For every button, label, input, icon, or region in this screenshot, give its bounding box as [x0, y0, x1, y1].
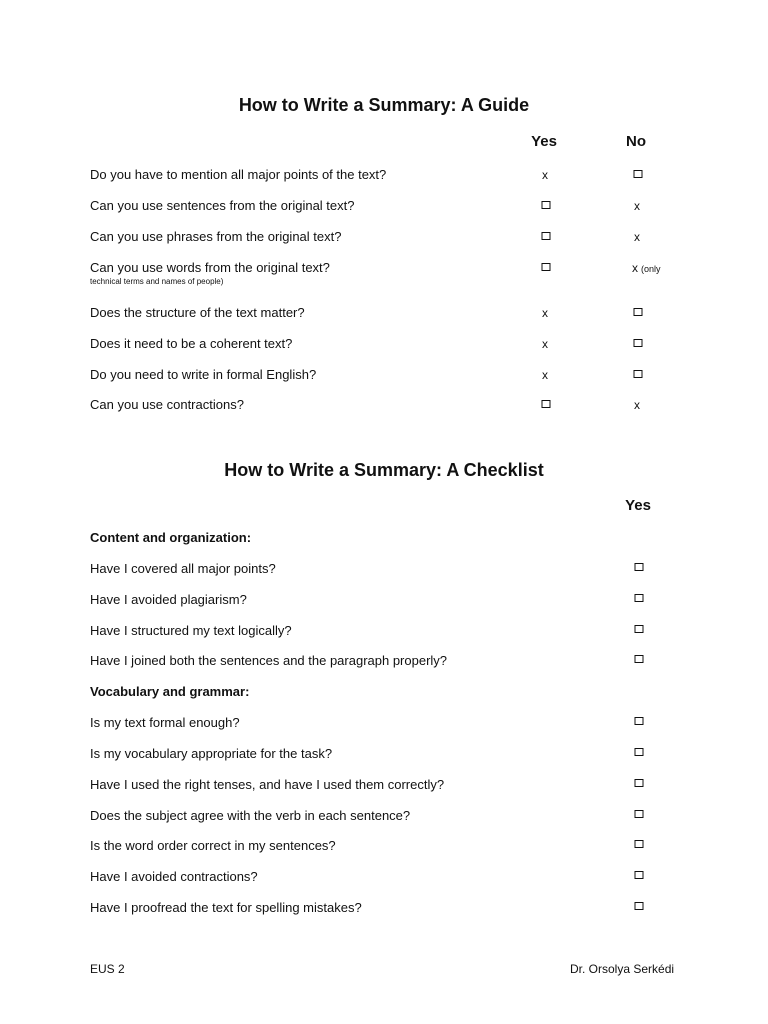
- guide-no-x-mark: x: [634, 199, 640, 213]
- guide-question: [90, 336, 292, 352]
- checklist-yes-checkbox[interactable]: [635, 655, 644, 663]
- guide-no-checkbox[interactable]: [634, 370, 643, 378]
- guide-question-note: technical terms and names of people): [90, 277, 224, 286]
- checklist-item: Have I covered all major points?: [90, 561, 276, 576]
- guide-no-x-mark: x (only: [632, 261, 661, 275]
- guide-no-x-mark: x: [634, 398, 640, 412]
- checklist-yes-checkbox[interactable]: [635, 779, 644, 787]
- guide-question: [90, 198, 354, 214]
- checklist-yes-checkbox[interactable]: [635, 563, 644, 571]
- checklist-item: Have I used the right tenses, and have I used them correctly?: [90, 776, 445, 792]
- checklist-yes-checkbox[interactable]: [635, 625, 644, 633]
- guide-yes-x-mark: x: [542, 168, 548, 182]
- guide-question-text: Can you use words from the original text?: [90, 260, 330, 275]
- checklist-item: Have I avoided contractions?: [90, 869, 258, 885]
- checklist-yes-checkbox[interactable]: [635, 810, 644, 818]
- checklist-item: Have I joined both the sentences and the paragraph properly?: [90, 653, 448, 669]
- checklist-item: Is the word order correct in my sentences?: [90, 838, 336, 854]
- checklist-yes-checkbox[interactable]: [635, 748, 644, 756]
- checklist-item: Have I structured my text logically?: [90, 622, 292, 638]
- checklist-item: Have I proofread the text for spelling mistakes?: [90, 900, 362, 915]
- guide-question-text: Can you use phrases from the original text?: [90, 229, 342, 244]
- checklist-yes-checkbox[interactable]: [635, 594, 644, 602]
- guide-question: [90, 229, 341, 245]
- guide-question-text: Does the structure of the text matter?: [90, 305, 305, 320]
- guide-question: [90, 305, 305, 321]
- guide-yes-checkbox[interactable]: [542, 263, 551, 271]
- footer-author: Dr. Orsolya Serkédi: [570, 962, 675, 976]
- guide-yes-x-mark: x: [542, 337, 548, 351]
- guide-question: [90, 260, 330, 287]
- guide-yes-checkbox[interactable]: [542, 232, 551, 240]
- guide-question: [90, 367, 316, 383]
- guide-title: How to Write a Summary: A Guide: [238, 95, 530, 115]
- guide-no-note: (only: [641, 264, 661, 274]
- guide-yes-header: Yes: [531, 133, 557, 150]
- guide-question-text: Do you have to mention all major points of the text?: [90, 167, 387, 182]
- guide-yes-checkbox[interactable]: [542, 201, 551, 209]
- guide-yes-checkbox[interactable]: [542, 400, 551, 408]
- guide-question-text: Does it need to be a coherent text?: [90, 336, 293, 351]
- guide-question-text: Do you need to write in formal English?: [90, 367, 317, 382]
- guide-no-checkbox[interactable]: [634, 339, 643, 347]
- checklist-yes-header: Yes: [625, 497, 651, 514]
- checklist-section-heading: Vocabulary and grammar:: [90, 684, 250, 700]
- checklist-item: Is my text formal enough?: [90, 715, 240, 731]
- guide-question-text: Can you use contractions?: [90, 397, 244, 412]
- checklist-section-heading: Content and organization:: [90, 530, 252, 545]
- guide-no-checkbox[interactable]: [634, 170, 643, 178]
- checklist-yes-checkbox[interactable]: [635, 902, 644, 910]
- checklist-item: Have I avoided plagiarism?: [90, 591, 247, 607]
- guide-yes-x-mark: x: [542, 368, 548, 382]
- checklist-yes-checkbox[interactable]: [635, 717, 644, 725]
- checklist-item: Is my vocabulary appropriate for the task?: [90, 746, 333, 761]
- guide-no-checkbox[interactable]: [634, 308, 643, 316]
- guide-question-text: Can you use sentences from the original text?: [90, 198, 355, 213]
- checklist-yes-checkbox[interactable]: [635, 871, 644, 879]
- guide-question: [90, 397, 244, 413]
- guide-question: [90, 167, 386, 183]
- checklist-item: Does the subject agree with the verb in each sentence?: [90, 807, 411, 823]
- guide-no-x-mark: x: [634, 230, 640, 244]
- guide-no-header: No: [626, 133, 646, 150]
- footer-course-code: EUS 2: [90, 962, 125, 976]
- guide-yes-x-mark: x: [542, 306, 548, 320]
- checklist-title: How to Write a Summary: A Checklist: [224, 460, 544, 480]
- checklist-yes-checkbox[interactable]: [635, 840, 644, 848]
